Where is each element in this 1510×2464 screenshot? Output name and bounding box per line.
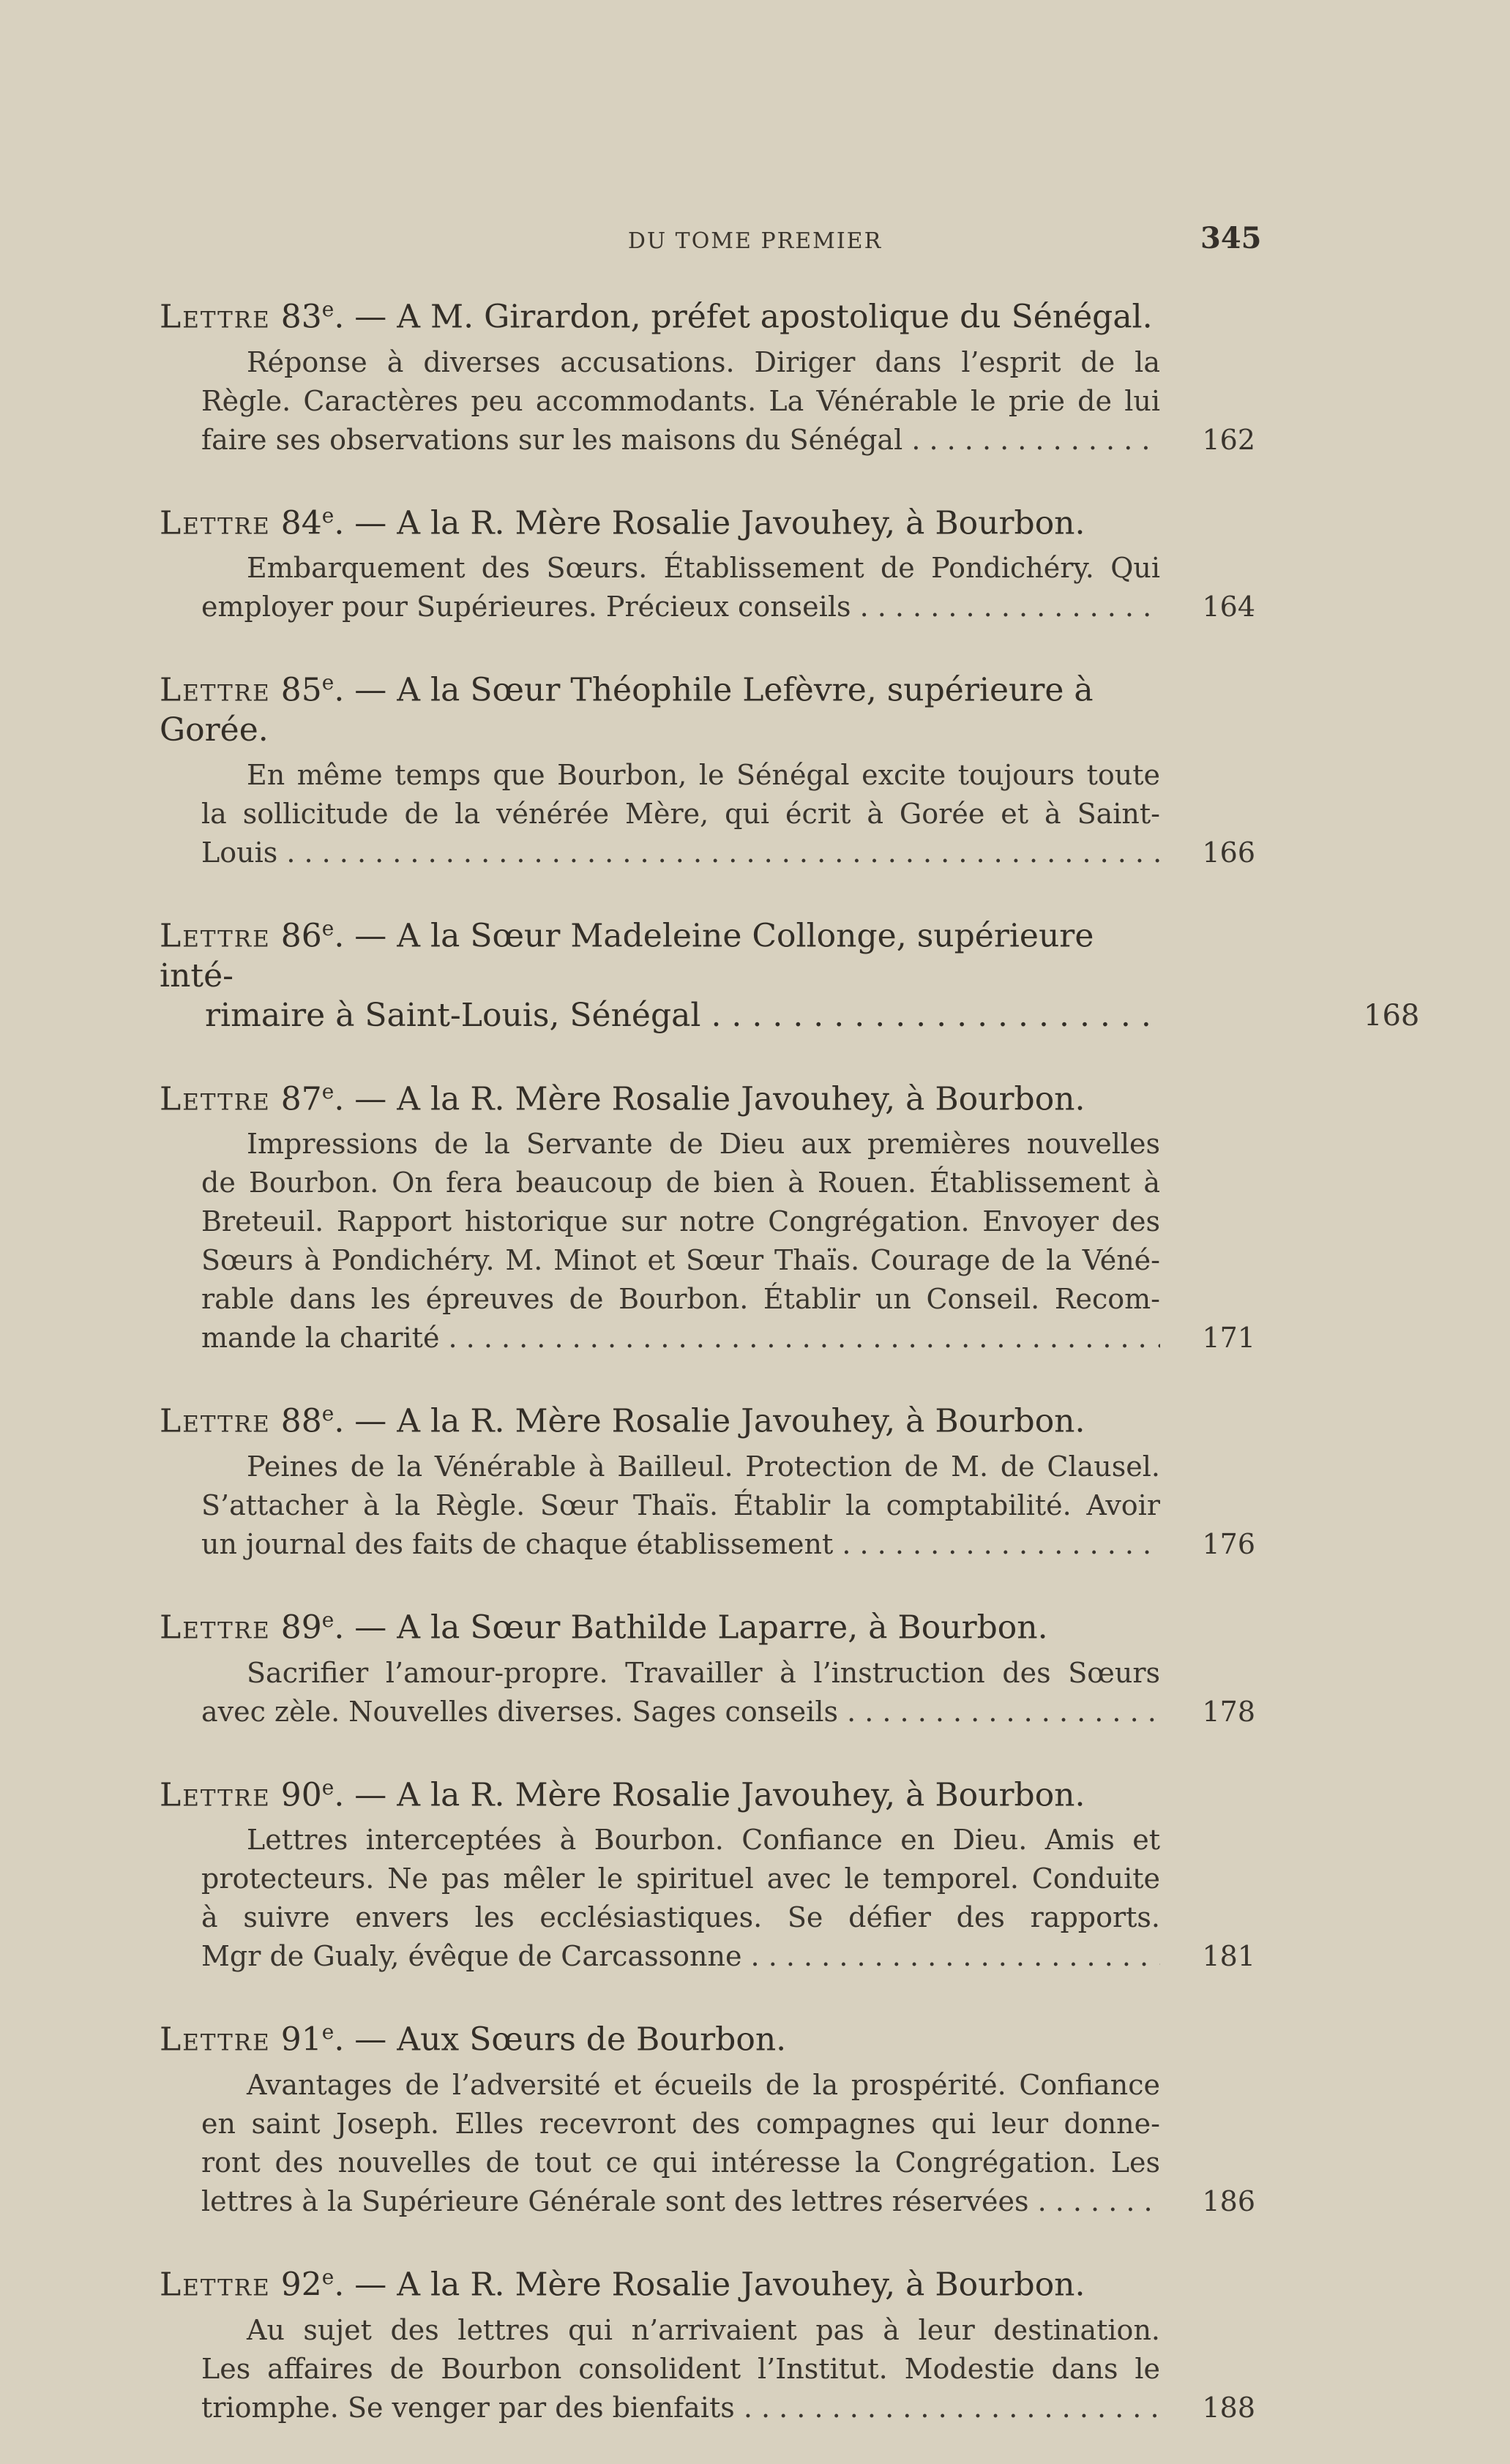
entry-heading [160, 1768, 1155, 1816]
summary-line [201, 1693, 1160, 1731]
page-number: 345 [1200, 221, 1262, 255]
addressee: . — A la R. Mère Rosalie Javouhey, à Bourbon. [334, 1080, 1085, 1118]
summary-line [201, 834, 1160, 872]
letter-ordinal: e [321, 670, 334, 695]
addressee: . — A la R. Mère Rosalie Javouhey, à Bourbon. [334, 1776, 1085, 1814]
lettre-label: Lettre [160, 1609, 271, 1647]
summary-line [201, 2143, 1160, 2182]
entry-heading [160, 1394, 1155, 1442]
summary-text: Mgr de Gualy, évêque de Carcassonne [201, 1940, 742, 1973]
letter-number: 92 [280, 2266, 322, 2304]
summary-text: Embarquement des Sœurs. Établissement de Pondichéry. Qui [247, 552, 1160, 585]
lettre-label: Lettre [160, 1402, 271, 1440]
summary-text: Règle. Caractères peu accommodants. La Vénérable le prie de lui [201, 384, 1160, 417]
summary-text: Impressions de la Servante de Dieu aux premières nouvelles [247, 1128, 1160, 1161]
summary-text: employer pour Supérieures. Précieux conseils [201, 591, 851, 624]
summary-text: En même temps que Bourbon, le Sénégal excite toujours toute [247, 758, 1160, 791]
summary-text: en saint Joseph. Elles recevront des compagnes qui leur donne- [201, 2107, 1160, 2140]
addressee: . — A la Sœur Madeleine Collonge, supérieure inté- [160, 917, 1094, 995]
letter-ordinal: e [321, 503, 334, 528]
summary-line [201, 756, 1160, 795]
summary-line [201, 1821, 1160, 1860]
entry-summary [0, 756, 1510, 872]
letter-ordinal: e [321, 1775, 334, 1800]
entry-summary [0, 2066, 1510, 2221]
toc-entry [0, 1600, 1510, 1731]
summary-line [201, 1202, 1160, 1241]
entry-page-number: 168 [1364, 998, 1420, 1033]
letter-number: 84 [280, 504, 322, 542]
toc-entry [0, 1768, 1510, 1977]
entry-heading [160, 290, 1155, 337]
summary-text: Les affaires de Bourbon consolident l’Institut. Modestie dans le [201, 2352, 1160, 2385]
letter-ordinal: e [321, 915, 334, 940]
lettre-label: Lettre [160, 1080, 271, 1118]
entry-page-number: 176 [1202, 1527, 1255, 1560]
addressee: . — A la R. Mère Rosalie Javouhey, à Bourbon. [334, 1402, 1085, 1440]
entry-page-number: 164 [1202, 591, 1255, 624]
summary-line [201, 1125, 1160, 1164]
entry-page-number: 178 [1202, 1695, 1255, 1728]
summary-text: S’attacher à la Règle. Sœur Thaïs. Établir la comptabilité. Avoir [201, 1488, 1160, 1521]
summary-line [201, 2182, 1160, 2221]
summary-line [201, 1448, 1160, 1486]
summary-text: Réponse à diverses accusations. Diriger dans l’esprit de la [247, 345, 1160, 378]
entry-page-number: 171 [1202, 1322, 1255, 1355]
letter-number: 88 [280, 1402, 322, 1440]
summary-text: de Bourbon. On fera beaucoup de bien à Rouen. Établissement à [201, 1167, 1160, 1199]
summary-text: Avantages de l’adversité et écueils de la prospérité. Confiance [247, 2068, 1160, 2101]
summary-line [201, 588, 1160, 626]
summary-text: Lettres interceptées à Bourbon. Confiance en Dieu. Amis et [247, 1824, 1160, 1857]
letter-ordinal: e [321, 2020, 334, 2045]
addressee-continued: rimaire à Saint-Louis, Sénégal . . . [160, 996, 1155, 1036]
letter-number: 86 [280, 917, 322, 955]
addressee: . — A la R. Mère Rosalie Javouhey, à Bourbon. [334, 504, 1085, 542]
summary-line [201, 1319, 1160, 1358]
entry-heading [160, 1600, 1155, 1648]
letter-number: 85 [280, 671, 322, 709]
summary-line [201, 1937, 1160, 1976]
addressee: . — Aux Sœurs de Bourbon. [334, 2021, 787, 2059]
summary-text: Sacrifier l’amour-propre. Travailler à l’instruction des Sœurs [247, 1656, 1160, 1689]
letter-number: 90 [280, 1776, 322, 1814]
running-title: DU TOME PREMIER [627, 228, 883, 254]
summary-line [201, 2311, 1160, 2350]
summary-line [201, 1486, 1160, 1525]
summary-text: Au sujet des lettres qui n’arrivaient pas à leur destination. [247, 2313, 1160, 2346]
summary-text: ront des nouvelles de tout ce qui intéresse la Congrégation. Les [201, 2146, 1160, 2179]
summary-text: Breteuil. Rapport historique sur notre Congrégation. Envoyer des [201, 1205, 1160, 1238]
entry-heading [160, 909, 1420, 1036]
entry-heading [160, 496, 1155, 544]
summary-text: Peines de la Vénérable à Bailleul. Protection de M. de Clausel. [247, 1450, 1160, 1483]
toc-entry [0, 2258, 1510, 2427]
entry-page-number: 186 [1202, 2184, 1255, 2217]
letter-ordinal: e [321, 1401, 334, 1426]
summary-text: un journal des faits de chaque établissement [201, 1527, 834, 1560]
summary-line [201, 1525, 1160, 1564]
letter-number: 83 [280, 298, 322, 336]
summary-line [201, 1860, 1160, 1898]
entry-page-number: 166 [1202, 836, 1255, 869]
toc-entry [0, 1072, 1510, 1358]
addressee: . — A la Sœur Théophile Lefèvre, supérieure à Gorée. [160, 671, 1094, 749]
entry-page-number: 162 [1202, 423, 1255, 456]
entry-summary [0, 1821, 1510, 1976]
lettre-label: Lettre [160, 917, 271, 955]
entry-heading [160, 2258, 1155, 2305]
summary-text: faire ses observations sur les maisons du Sénégal [201, 423, 903, 456]
summary-text: avec zèle. Nouvelles diverses. Sages conseils [201, 1695, 838, 1728]
summary-line [201, 343, 1160, 382]
summary-line [201, 2066, 1160, 2105]
letter-number: 91 [280, 2021, 322, 2059]
letter-ordinal: e [321, 1079, 334, 1104]
summary-text: la sollicitude de la vénérée Mère, qui écrit à Gorée et à Saint- [201, 797, 1160, 830]
entry-summary [0, 1125, 1510, 1358]
summary-line [201, 549, 1160, 588]
letter-ordinal: e [321, 297, 334, 321]
summary-text: mande la charité [201, 1322, 440, 1355]
toc-entry [0, 2012, 1510, 2221]
entry-heading [160, 2012, 1155, 2060]
summary-text: à suivre envers les ecclésiastiques. Se défier des rapports. [201, 1901, 1160, 1934]
addressee: . — A M. Girardon, préfet apostolique du Sénégal. [334, 298, 1153, 336]
lettre-label: Lettre [160, 2266, 271, 2304]
summary-line [201, 1164, 1160, 1202]
summary-line [201, 1898, 1160, 1937]
entry-summary [0, 1448, 1510, 1564]
entry-page-number: 181 [1202, 1940, 1255, 1973]
summary-text: Louis [201, 836, 278, 869]
letter-ordinal: e [321, 1607, 334, 1632]
toc-entry [0, 909, 1510, 1036]
summary-text: lettres à la Supérieure Générale sont des lettres réservées [201, 2184, 1029, 2217]
addressee: . — A la Sœur Bathilde Laparre, à Bourbon. [334, 1609, 1048, 1647]
entry-summary [0, 343, 1510, 460]
summary-line [201, 2389, 1160, 2427]
summary-text: rable dans les épreuves de Bourbon. Établir un Conseil. Recom- [201, 1283, 1160, 1316]
toc-entry [0, 663, 1510, 872]
toc-entry [0, 290, 1510, 460]
summary-line [201, 1280, 1160, 1319]
entry-page-number: 188 [1202, 2391, 1255, 2424]
table-of-contents [0, 290, 1510, 2464]
lettre-label: Lettre [160, 2021, 271, 2059]
entry-heading [160, 1072, 1155, 1120]
lettre-label: Lettre [160, 671, 271, 709]
letter-number: 87 [280, 1080, 322, 1118]
summary-line [201, 2105, 1160, 2143]
lettre-label: Lettre [160, 504, 271, 542]
addressee: . — A la R. Mère Rosalie Javouhey, à Bourbon. [334, 2266, 1085, 2304]
summary-line [201, 2350, 1160, 2389]
summary-line [201, 1654, 1160, 1693]
entry-summary [0, 1654, 1510, 1731]
lettre-label: Lettre [160, 298, 271, 336]
summary-line [201, 1241, 1160, 1280]
entry-heading [160, 663, 1155, 750]
toc-entry [0, 496, 1510, 627]
lettre-label: Lettre [160, 1776, 271, 1814]
toc-entry [0, 1394, 1510, 1564]
summary-line [201, 382, 1160, 421]
summary-text: protecteurs. Ne pas mêler le spirituel avec le temporel. Conduite [201, 1862, 1160, 1895]
entry-summary [0, 549, 1510, 626]
summary-line [201, 795, 1160, 834]
letter-ordinal: e [321, 2264, 334, 2289]
summary-text: triomphe. Se venger par des bienfaits [201, 2391, 735, 2424]
summary-text: Sœurs à Pondichéry. M. Minot et Sœur Thaïs. Courage de la Véné- [201, 1244, 1160, 1277]
entry-summary [0, 2311, 1510, 2427]
summary-line [201, 421, 1160, 460]
letter-number: 89 [280, 1609, 322, 1647]
